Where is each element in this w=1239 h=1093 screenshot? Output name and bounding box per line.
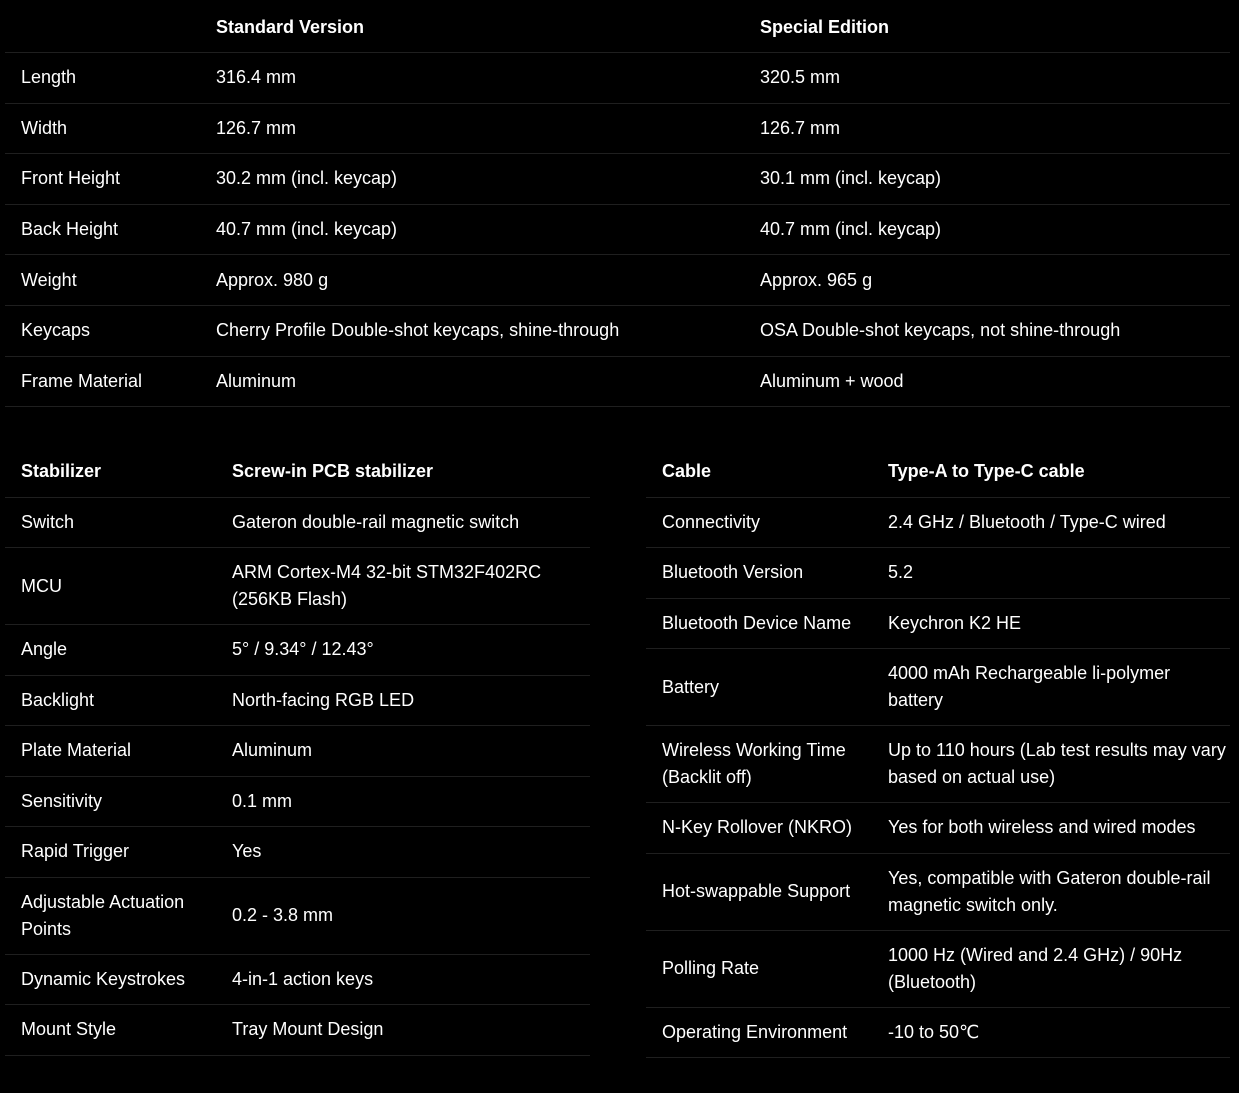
table-row xyxy=(5,205,1230,256)
spec-label: Plate Material xyxy=(21,740,132,761)
spec-label: Keycaps xyxy=(21,320,91,341)
connectivity-spec-table xyxy=(646,447,1230,1058)
spec-value: Screw-in PCB stabilizer xyxy=(232,461,434,482)
spec-value: Up to 110 hours (Lab test results may vary based on actual use) xyxy=(888,740,1226,787)
spec-value-special: 30.1 mm (incl. keycap) xyxy=(760,168,942,189)
table-row xyxy=(646,803,1230,854)
spec-value-special: OSA Double-shot keycaps, not shine-through xyxy=(760,320,1121,341)
spec-value-special: Approx. 965 g xyxy=(760,269,873,290)
table-row xyxy=(646,1008,1230,1059)
table-row xyxy=(646,498,1230,549)
table-row xyxy=(5,53,1230,104)
spec-label: Hot-swappable Support xyxy=(662,881,851,901)
table-row xyxy=(5,255,1230,306)
spec-value: 2.4 GHz / Bluetooth / Type-C wired xyxy=(888,511,1166,532)
spec-value: 5° / 9.34° / 12.43° xyxy=(232,639,374,660)
spec-label: Bluetooth Version xyxy=(662,562,804,583)
spec-label: Polling Rate xyxy=(662,958,760,978)
spec-label: Battery xyxy=(662,676,720,697)
table-row xyxy=(5,878,590,955)
table-row xyxy=(5,676,590,727)
spec-label: Mount Style xyxy=(21,1019,117,1040)
table-row xyxy=(5,357,1230,408)
spec-value: 4000 mAh Rechargeable li-polymer battery xyxy=(888,663,1171,710)
spec-value: 0.1 mm xyxy=(232,790,293,811)
spec-label: Switch xyxy=(21,511,75,532)
table-row xyxy=(646,931,1230,1008)
spec-value-standard: 30.2 mm (incl. keycap) xyxy=(216,168,398,189)
table-row xyxy=(646,649,1230,726)
table-row xyxy=(5,548,590,625)
spec-label: Rapid Trigger xyxy=(21,841,130,862)
dimensions-spec-table xyxy=(5,3,1230,407)
table-header-row xyxy=(646,447,1230,498)
spec-value-special: 40.7 mm (incl. keycap) xyxy=(760,219,942,240)
spec-value: Yes for both wireless and wired modes xyxy=(888,817,1196,838)
spec-value-special: 320.5 mm xyxy=(760,67,841,88)
spec-label: Back Height xyxy=(21,219,119,240)
spec-value: ARM Cortex-M4 32-bit STM32F402RC (256KB Flash) xyxy=(232,562,542,609)
spec-label: Stabilizer xyxy=(21,461,102,482)
spec-label: Length xyxy=(21,67,77,88)
spec-label: Sensitivity xyxy=(21,790,103,811)
spec-value: 0.2 - 3.8 mm xyxy=(232,905,334,925)
table-row xyxy=(5,104,1230,155)
header-standard-version: Standard Version xyxy=(216,17,365,37)
spec-value-standard: 316.4 mm xyxy=(216,67,297,88)
table-row xyxy=(5,154,1230,205)
table-row xyxy=(646,854,1230,931)
spec-label: Front Height xyxy=(21,168,121,189)
spec-label: Width xyxy=(21,117,68,138)
spec-label: Backlight xyxy=(21,689,95,710)
table-header-row xyxy=(5,3,1230,53)
spec-label: Frame Material xyxy=(21,370,143,391)
table-row xyxy=(646,599,1230,650)
spec-value-standard: Approx. 980 g xyxy=(216,269,329,290)
spec-value: Yes, compatible with Gateron double-rail magnetic switch only. xyxy=(888,867,1211,915)
spec-value: North-facing RGB LED xyxy=(232,689,415,710)
spec-value: -10 to 50℃ xyxy=(888,1021,980,1042)
table-row xyxy=(5,625,590,676)
spec-value: 1000 Hz (Wired and 2.4 GHz) / 90Hz (Bluetooth) xyxy=(888,944,1183,992)
table-header-row xyxy=(5,447,590,498)
table-row xyxy=(646,726,1230,803)
spec-value: Yes xyxy=(232,841,262,862)
table-row xyxy=(5,777,590,828)
spec-value: Aluminum xyxy=(232,740,313,761)
spec-label: Dynamic Keystrokes xyxy=(21,968,186,989)
table-row xyxy=(5,726,590,777)
spec-value: 5.2 xyxy=(888,562,914,583)
table-row xyxy=(646,548,1230,599)
spec-value: Gateron double-rail magnetic switch xyxy=(232,511,520,532)
table-row xyxy=(5,306,1230,357)
spec-value-standard: Cherry Profile Double-shot keycaps, shine-through xyxy=(216,320,620,341)
spec-value: 4-in-1 action keys xyxy=(232,968,374,989)
table-row xyxy=(5,955,590,1006)
spec-value-special: 126.7 mm xyxy=(760,117,841,138)
spec-value-special: Aluminum + wood xyxy=(760,370,904,391)
header-special-edition: Special Edition xyxy=(760,17,890,37)
spec-label: Bluetooth Device Name xyxy=(662,612,852,633)
spec-label: Cable xyxy=(662,461,712,482)
spec-label: Operating Environment xyxy=(662,1021,848,1042)
table-row xyxy=(5,1005,590,1056)
hardware-spec-table xyxy=(5,447,590,1056)
spec-label: N-Key Rollover (NKRO) xyxy=(662,817,853,838)
spec-label: MCU xyxy=(21,575,62,596)
spec-value-standard: 40.7 mm (incl. keycap) xyxy=(216,219,398,240)
spec-label: Adjustable Actuation Points xyxy=(21,891,185,939)
spec-label: Angle xyxy=(21,639,68,660)
table-row xyxy=(5,827,590,878)
spec-label: Weight xyxy=(21,269,77,290)
spec-label: Connectivity xyxy=(662,511,761,532)
spec-value: Keychron K2 HE xyxy=(888,612,1022,633)
spec-value: Tray Mount Design xyxy=(232,1019,384,1040)
table-row xyxy=(5,498,590,549)
spec-value-standard: 126.7 mm xyxy=(216,117,297,138)
spec-value: Type-A to Type-C cable xyxy=(888,461,1085,482)
spec-label: Wireless Working Time (Backlit off) xyxy=(662,740,846,787)
spec-value-standard: Aluminum xyxy=(216,370,297,391)
